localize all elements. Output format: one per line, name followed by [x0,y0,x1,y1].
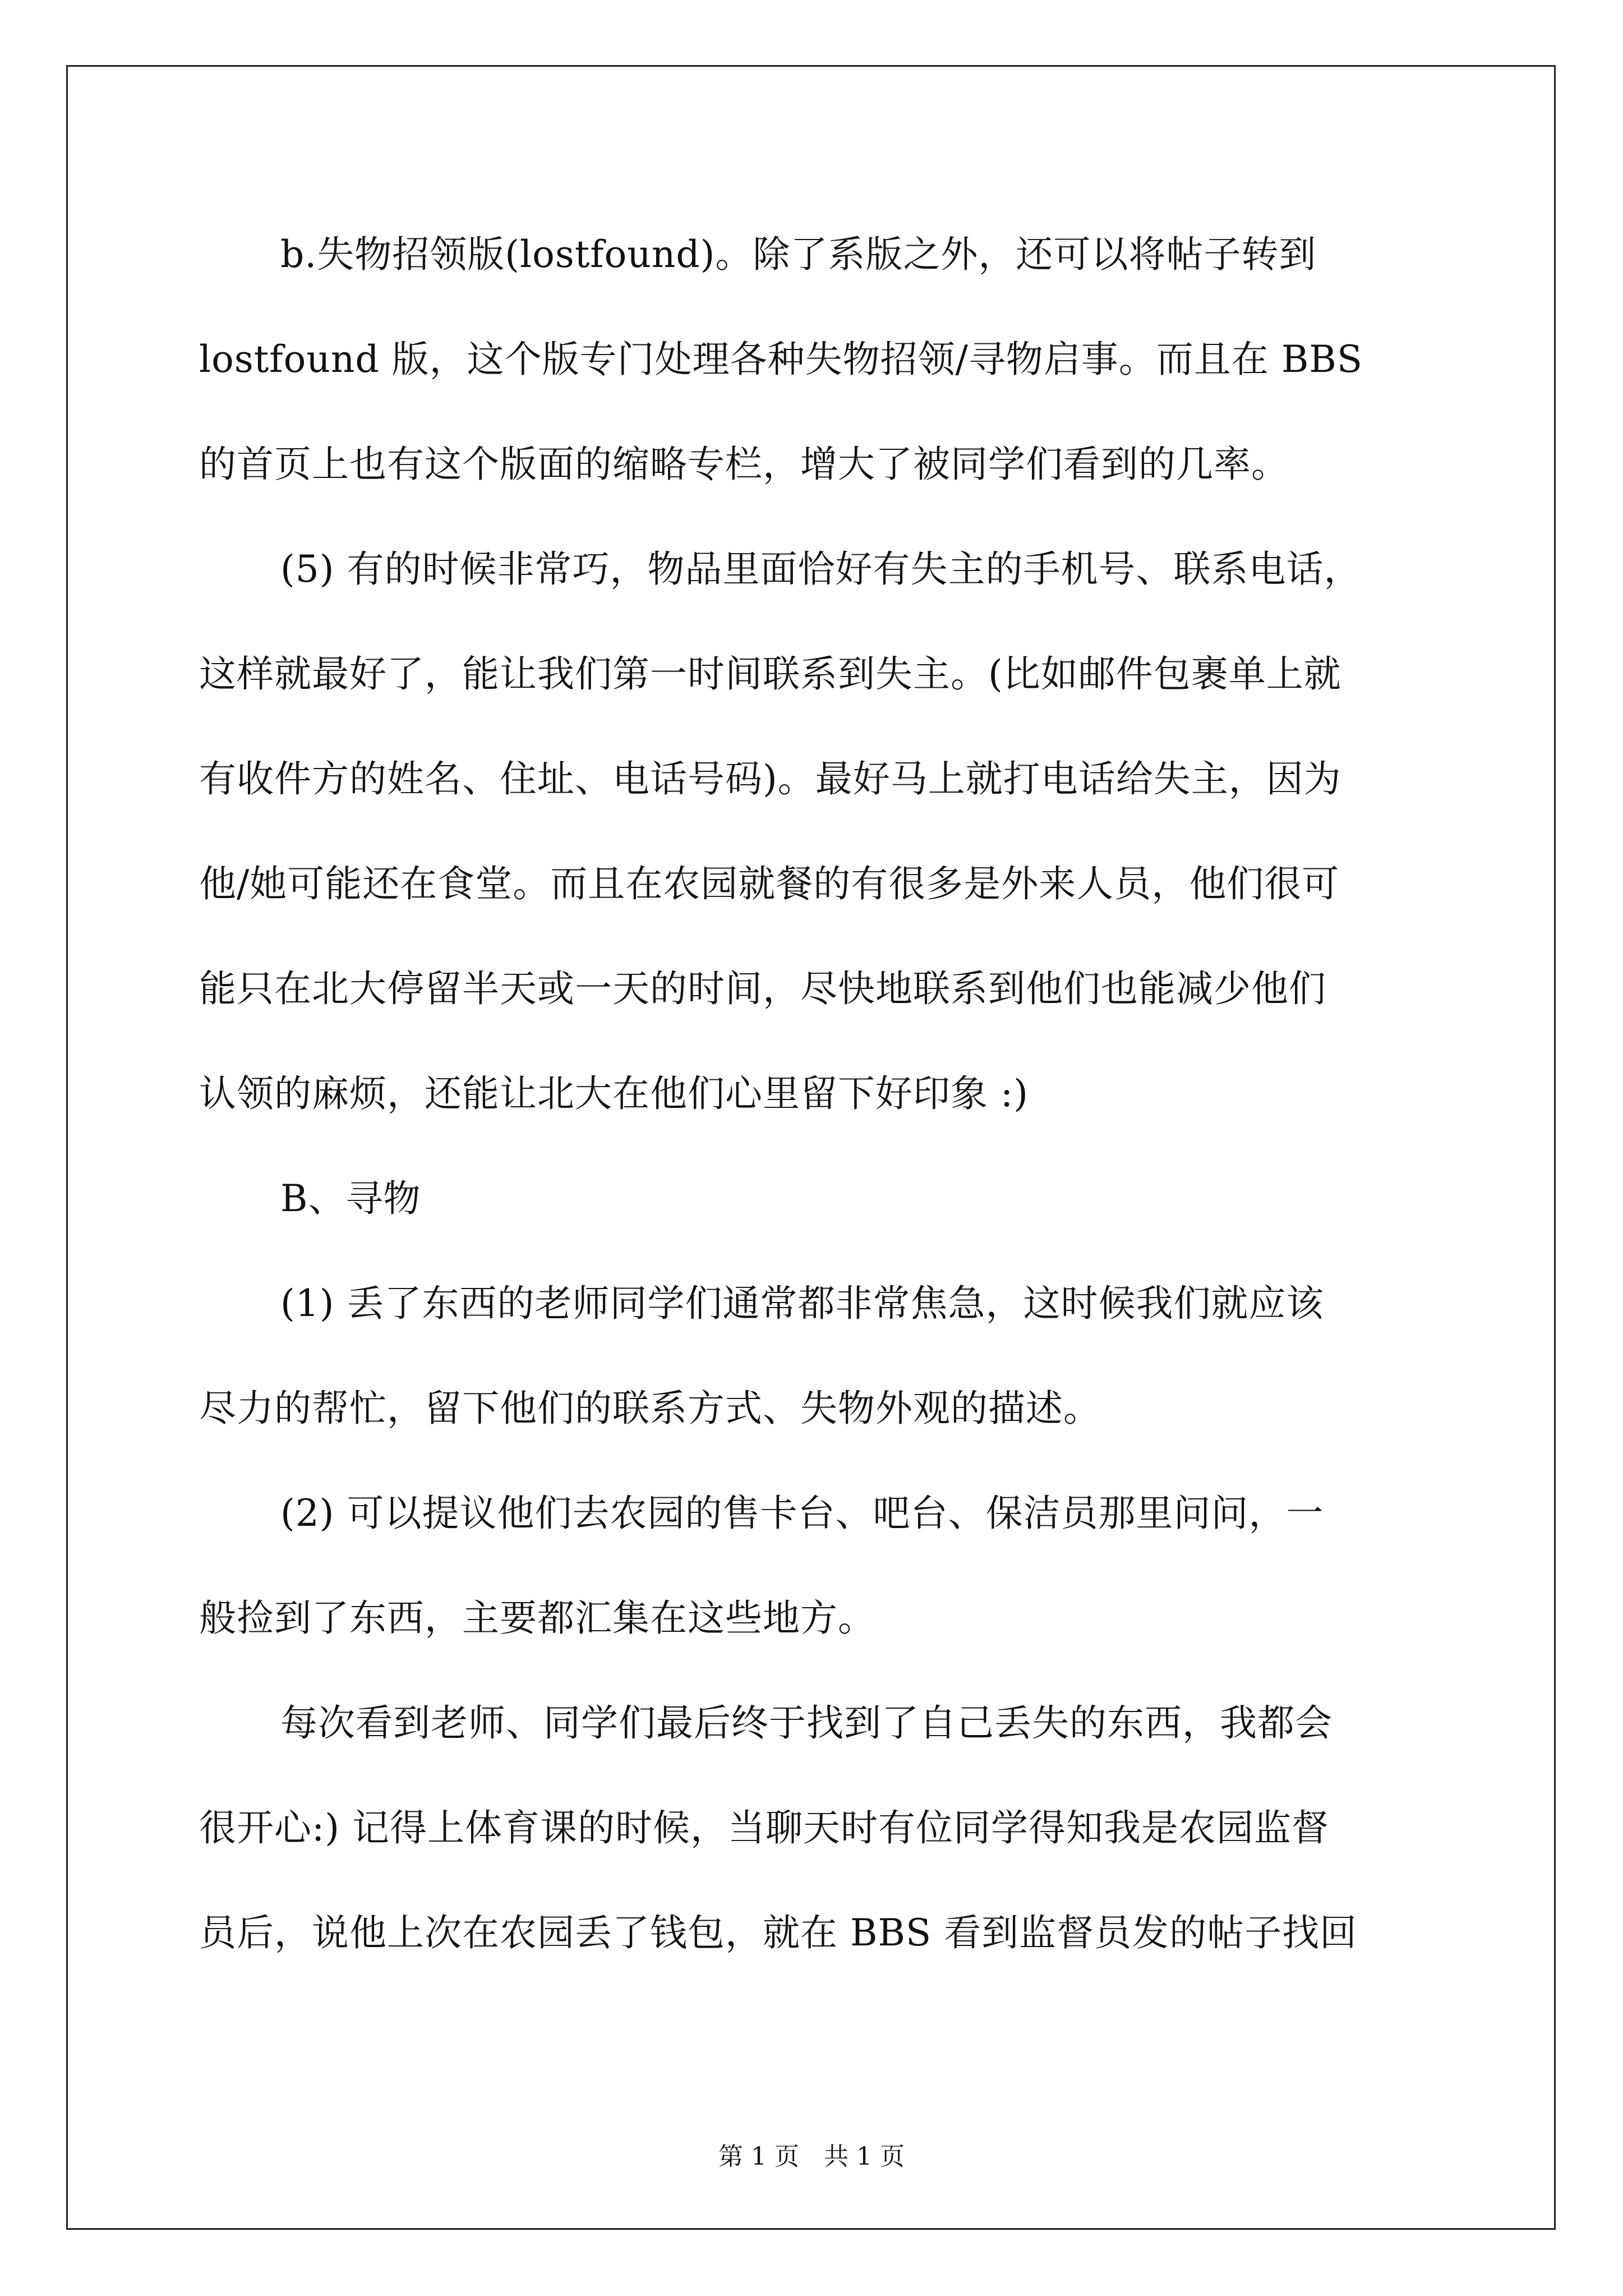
text-line: 尽力的帮忙，留下他们的联系方式、失物外观的描述。 [199,1387,1101,1430]
document-body [199,202,1433,1985]
text-line: 的首页上也有这个版面的缩略专栏，增大了被同学们看到的几率。 [199,443,1289,486]
text-line: 他/她可能还在食堂。而且在农园就餐的有很多是外来人员，他们很可 [199,862,1340,905]
text-line: 很开心:) 记得上体育课的时候，当聊天时有位同学得知我是农园监督 [199,1806,1329,1849]
text-line: b.失物招领版(lostfound)。除了系版之外，还可以将帖子转到 [280,233,1317,276]
text-line: 认领的麻烦，还能让北大在他们心里留下好印象 :) [199,1072,1029,1115]
text-line: 这样就最好了，能让我们第一时间联系到失主。(比如邮件包裹单上就 [199,652,1341,696]
text-line: lostfound 版，这个版专门处理各种失物招领/寻物启事。而且在 BBS [199,338,1363,381]
text-line: 员后，说他上次在农园丢了钱包，就在 BBS 看到监督员发的帖子找回 [199,1911,1358,1954]
text-line: 每次看到老师、同学们最后终于找到了自己丢失的东西，我都会 [280,1701,1332,1745]
text-line: 有收件方的姓名、住址、电话号码)。最好马上就打电话给失主，因为 [199,757,1341,800]
text-line: 般捡到了东西，主要都汇集在这些地方。 [199,1596,875,1640]
text-line: (5) 有的时候非常巧，物品里面恰好有失主的手机号、联系电话， [280,547,1362,591]
text-line: (1) 丢了东西的老师同学们通常都非常焦急，这时候我们就应该 [280,1282,1324,1325]
text-line: (2) 可以提议他们去农园的售卡台、吧台、保洁员那里问问，一 [280,1492,1324,1535]
page-footer: 第 1 页 共 1 页 [718,2142,905,2171]
section-heading: B、寻物 [280,1177,421,1220]
text-line: 能只在北大停留半天或一天的时间，尽快地联系到他们也能减少他们 [199,967,1326,1010]
